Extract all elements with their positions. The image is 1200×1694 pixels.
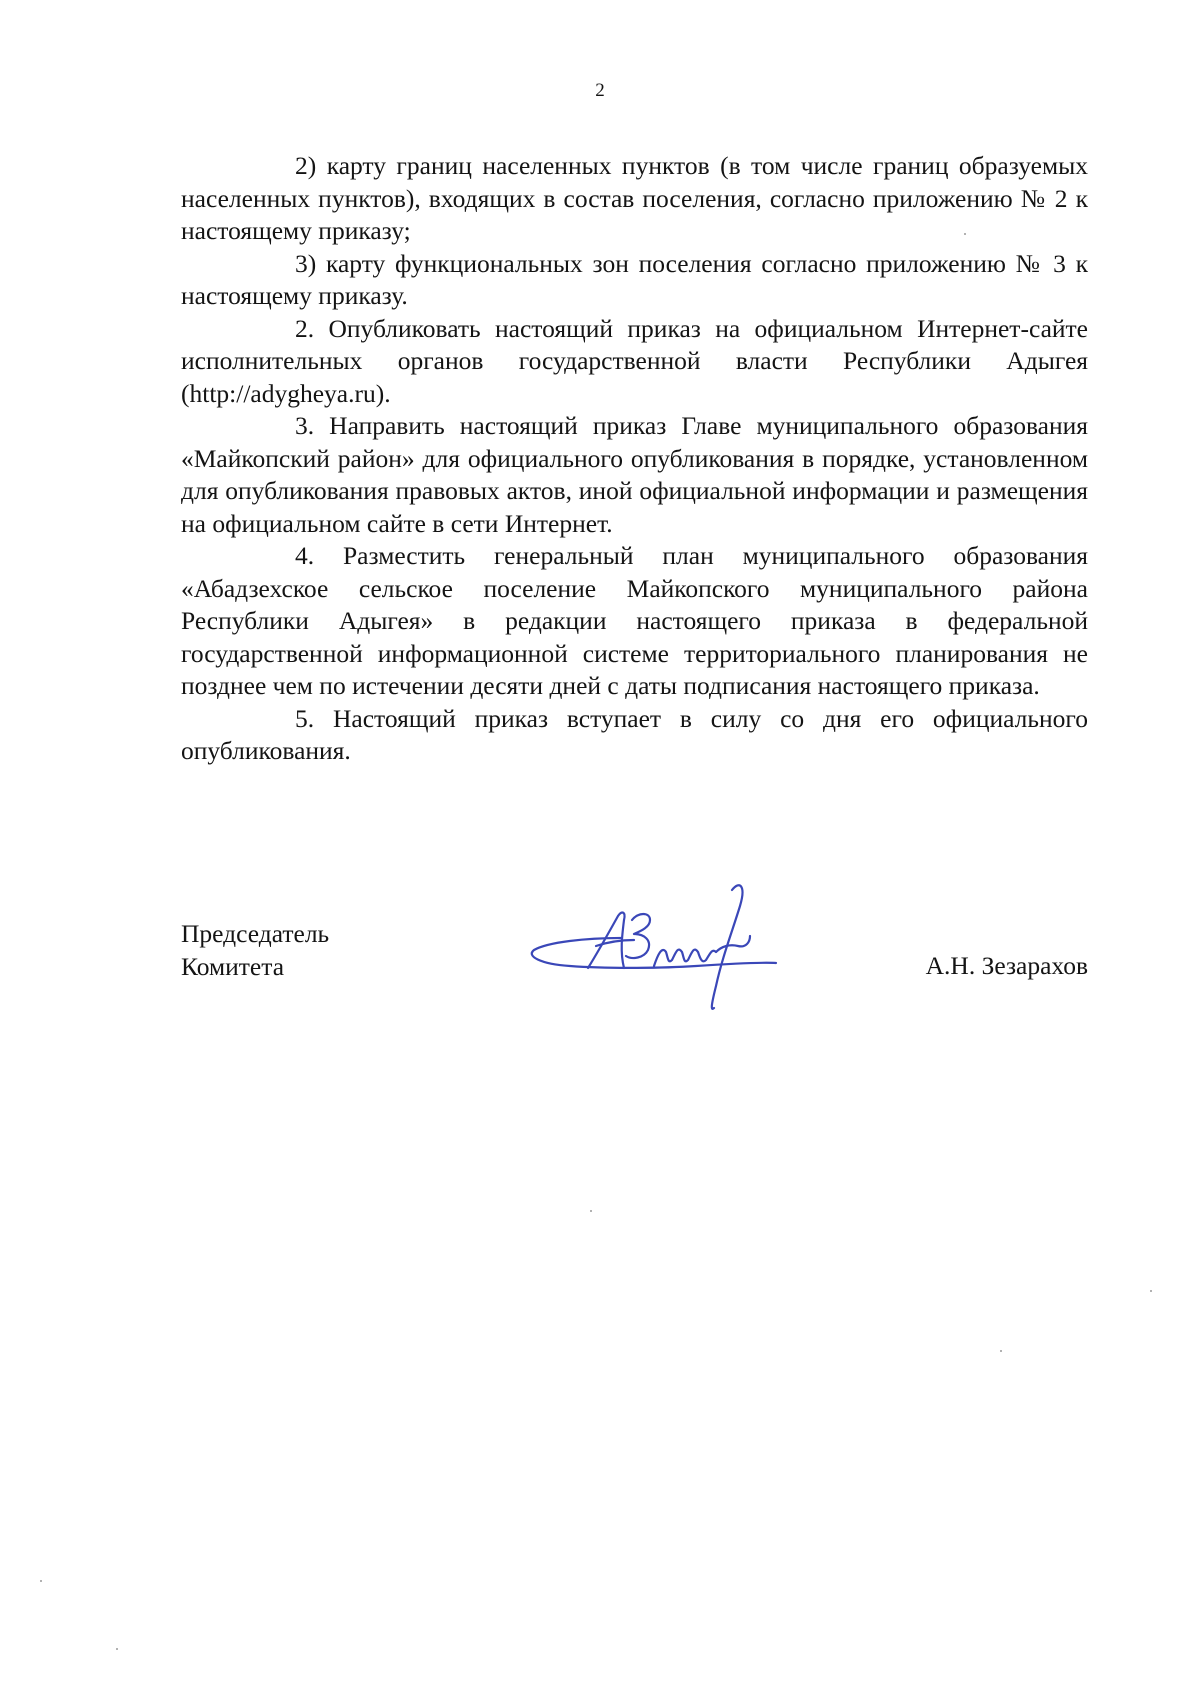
scan-speck bbox=[1150, 1290, 1152, 1292]
signer-title-line2: Комитета bbox=[181, 951, 285, 981]
paragraph-publish-on-website: 2. Опубликовать настоящий приказ на официальном Интернет-сайте исполнительных органов государственной власти Республики Адыгея (http://adygheya.ru). bbox=[181, 313, 1088, 408]
scan-speck bbox=[116, 1648, 118, 1650]
page-number: 2 bbox=[595, 80, 605, 101]
signer-title-line1: Председатель bbox=[181, 919, 330, 948]
signer-name: А.Н. Зезарахов bbox=[925, 951, 1088, 980]
paragraph-send-to-head: 3. Направить настоящий приказ Главе муниципального образования «Майкопский район» для официального опубликования в порядке, установленном для опубликования правовых актов, иной официальной информации и размещения на официальном сайте в сети Интернет. bbox=[181, 411, 1088, 538]
paragraph-map-settlement-borders: 2) карту границ населенных пунктов (в том числе границ образуемых населенных пунктов), входящих в состав поселения, согласно приложению № 2 к настоящему приказу; bbox=[181, 151, 1088, 245]
scan-speck bbox=[964, 233, 966, 235]
paragraph-place-general-plan: 4. Разместить генеральный план муниципального образования «Абадзехское сельское поселение Майкопского муниципального района Республики Адыгея» в редакции настоящего приказа в федеральной государственной информационной системе территориального планирования не позднее чем по истечении десяти дней с даты подписания настоящего приказа. bbox=[181, 541, 1088, 700]
scan-speck bbox=[1000, 1350, 1002, 1352]
paragraph-map-functional-zones: 3) карту функциональных зон поселения согласно приложению № 3 к настоящему приказу. bbox=[181, 248, 1088, 310]
scan-speck bbox=[590, 1210, 592, 1212]
signer-title bbox=[181, 918, 329, 983]
scan-speck bbox=[40, 1580, 42, 1582]
signature-block bbox=[181, 918, 1088, 1038]
paragraph-entry-into-force: 5. Настоящий приказ вступает в силу со дня его официального опубликования. bbox=[181, 703, 1088, 765]
handwritten-signature bbox=[526, 876, 786, 1016]
document-body bbox=[181, 150, 1088, 768]
